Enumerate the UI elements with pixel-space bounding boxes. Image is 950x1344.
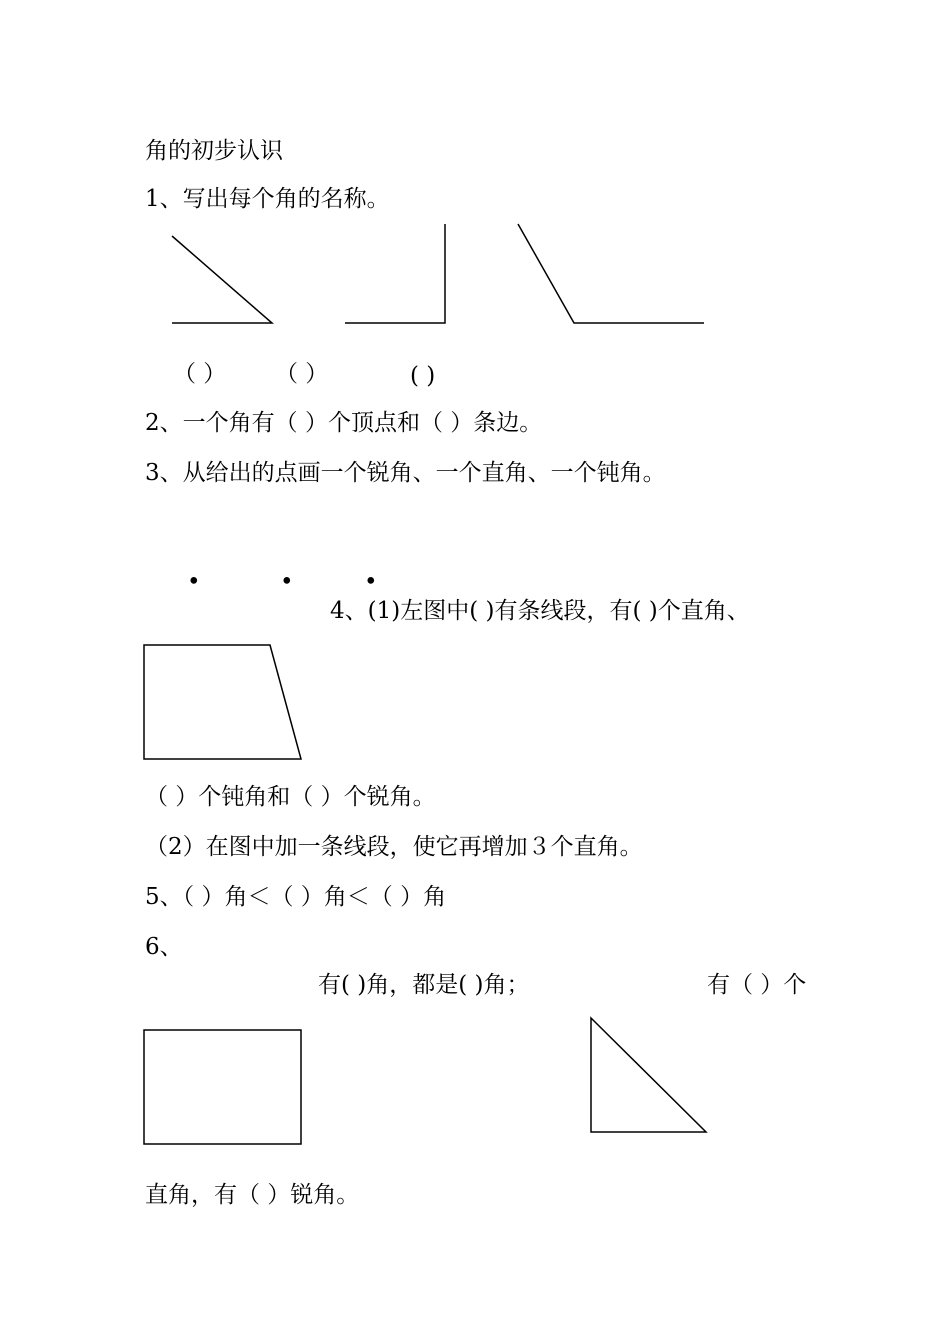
question-5: 5、（ ）角＜（ ）角＜（ ）角 (145, 884, 447, 910)
question-4-line-2: （ ）个钝角和（ ）个锐角。 (145, 784, 436, 810)
q6-tail-text: 直角，有（ ）锐角。 (145, 1182, 360, 1208)
q1-blank-3: ( ) (410, 363, 436, 389)
obtuse-angle-figure (518, 224, 704, 323)
q3-dot-1: • (187, 569, 201, 595)
question-2: 2、一个角有（ ）个顶点和（ ）条边。 (145, 410, 543, 436)
question-4-line-3: （2）在图中加一条线段，使它再增加３个直角。 (145, 834, 643, 860)
question-4-line-1: 4、(1)左图中( )有条线段，有( )个直角、 (330, 598, 750, 624)
trapezoid-figure (144, 645, 301, 759)
q1-blank-1: （ ） (173, 361, 227, 387)
q3-dot-2: • (280, 569, 294, 595)
question-1: 1、写出每个角的名称。 (145, 186, 390, 212)
q3-dot-3: • (364, 569, 378, 595)
rectangle-figure (144, 1030, 301, 1144)
q6-rect-text: 有( )角，都是( )角； (318, 972, 530, 998)
right-triangle-figure (591, 1018, 706, 1132)
q1-blank-2: （ ） (275, 361, 329, 387)
page-title: 角的初步认识 (145, 138, 283, 164)
q6-triangle-text: 有（ ）个 (707, 972, 807, 998)
question-3: 3、从给出的点画一个锐角、一个直角、一个钝角。 (145, 460, 666, 486)
question-6-label: 6、 (145, 934, 183, 960)
acute-angle-figure (172, 236, 272, 323)
right-angle-figure (345, 224, 445, 323)
